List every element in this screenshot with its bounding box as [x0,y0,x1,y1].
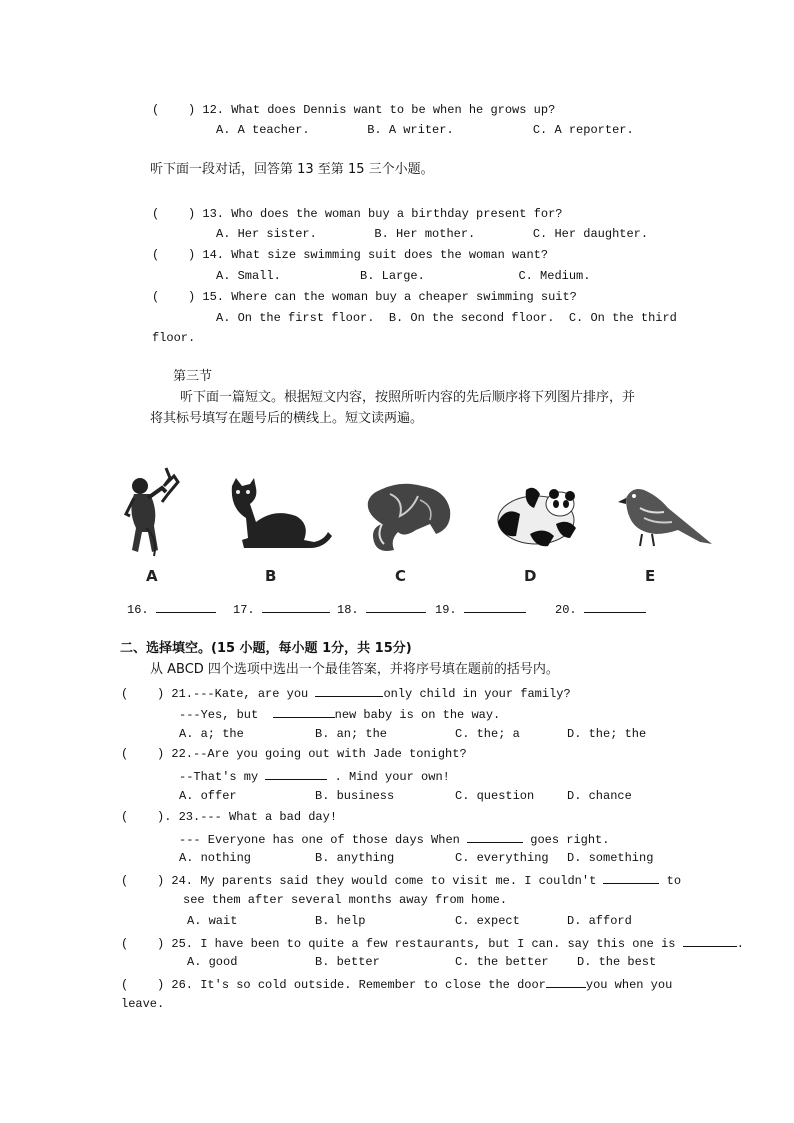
question-23-option-d: D. something [567,851,654,865]
question-22-text-b: . Mind your own! [327,770,450,784]
question-25-blank[interactable] [683,934,737,947]
question-14-options: A. Small. B. Large. C. Medium. [216,269,591,283]
question-26-blank[interactable] [546,975,586,988]
answer-blank[interactable] [464,600,526,613]
question-24-option-c: C. expect [455,914,520,928]
question-15-options-wrap: floor. [152,331,196,345]
answer-blank[interactable] [262,600,330,613]
answer-blank[interactable] [584,600,646,613]
question-22-text-a: --That's my [179,770,266,784]
answer-blank[interactable] [366,600,426,613]
question-12-options: A. A teacher. B. A writer. C. A reporter. [216,123,634,137]
picture-label-d: D [524,567,537,585]
question-24-text-b: to [659,874,682,888]
question-23-line1: ( ). 23.--- What a bad day! [121,810,338,824]
question-26-line2: leave. [121,997,165,1011]
question-15-options: A. On the first floor. B. On the second floor. C. On the third [216,311,677,325]
question-15-stem: ( ) 15. Where can the woman buy a cheaper swimming suit? [152,290,577,304]
question-23-option-b: B. anything [315,851,395,865]
question-21-line1 [121,684,571,702]
picture-label-e: E [645,567,656,585]
answer-number: 20. [555,603,577,617]
question-26-text-b: you when you [585,978,673,992]
picture-label-b: B [265,567,277,585]
answer-18 [337,600,426,617]
picture-label-a: A [146,567,158,585]
part-2-instruction: 从 ABCD 四个选项中选出一个最佳答案，并将序号填在题前的括号内。 [150,662,559,677]
answer-19 [435,600,526,617]
section-3-instruction-line2: 将其标号填写在题号后的横线上。短文读两遍。 [150,411,424,426]
question-25-option-c: C. the better [455,955,549,969]
question-26-line1 [121,975,672,993]
question-21-text-b: only child in your family? [383,687,571,701]
answer-number: 18. [337,603,359,617]
question-21-option-d: D. the; the [567,727,647,741]
dialogue-instruction: 听下面一段对话，回答第 13 至第 15 三个小题。 [150,162,434,177]
answer-number: 19. [435,603,457,617]
question-21-option-a: A. a; the [179,727,244,741]
question-23-text-b: goes right. [523,833,610,847]
question-24-option-a: A. wait [187,914,238,928]
question-21-blank-1[interactable] [315,684,383,697]
question-13-stem: ( ) 13. Who does the woman buy a birthday present for? [152,207,563,221]
answer-blank[interactable] [156,600,216,613]
question-25-text-b: . [736,937,744,951]
question-25-option-d: D. the best [577,955,657,969]
question-24-option-d: D. afford [567,914,632,928]
question-23-line2 [179,830,609,848]
question-21-option-b: B. an; the [315,727,388,741]
question-22-option-c: C. question [455,789,535,803]
question-22-option-d: D. chance [567,789,632,803]
picture-label-c: C [395,567,407,585]
question-12-stem: ( ) 12. What does Dennis want to be when he grows up? [152,103,556,117]
question-21-option-c: C. the; a [455,727,520,741]
question-22-option-b: B. business [315,789,395,803]
part-2-heading: 二、选择填空。(15 小题，每小题 1分，共 15分) [120,641,412,656]
question-24-option-b: B. help [315,914,366,928]
question-21-blank-2[interactable] [273,705,335,718]
elephant-icon [360,480,456,556]
question-21-text-a: ( ) 21.---Kate, are you [121,687,316,701]
answer-number: 17. [233,603,255,617]
question-22-line2 [179,767,450,785]
question-24-text-a: ( ) 24. My parents said they would come to visit me. I couldn't [121,874,604,888]
answer-number: 16. [127,603,149,617]
question-25-option-b: B. better [315,955,380,969]
question-25-option-a: A. good [187,955,238,969]
question-24-line2: see them after several months away from home. [183,893,508,907]
question-25-line1 [121,934,744,952]
question-13-options: A. Her sister. B. Her mother. C. Her daughter. [216,227,649,241]
question-26-text-a: ( ) 26. It's so cold outside. Remember to close the door [121,978,546,992]
section-3-heading: 第三节 [173,369,213,384]
question-22-line1: ( ) 22.--Are you going out with Jade tonight? [121,747,467,761]
panda-icon [490,484,586,550]
monkey-icon [118,466,188,561]
answer-20 [555,600,646,617]
question-21-text-d: new baby is on the way. [334,708,501,722]
answer-17 [233,600,330,617]
answer-16 [127,600,216,617]
question-14-stem: ( ) 14. What size swimming suit does the woman want? [152,248,549,262]
bird-icon [616,482,716,548]
question-23-text-a: --- Everyone has one of those days When [179,833,468,847]
question-21-line2 [179,705,500,723]
question-23-option-c: C. everything [455,851,549,865]
cat-icon [224,478,334,550]
question-23-blank[interactable] [467,830,523,843]
question-24-line1 [121,871,681,889]
question-24-blank[interactable] [603,871,659,884]
question-22-option-a: A. offer [179,789,237,803]
question-23-option-a: A. nothing [179,851,252,865]
question-21-text-c: ---Yes, but [179,708,273,722]
question-25-text-a: ( ) 25. I have been to quite a few restaurants, but I can. say this one is [121,937,683,951]
section-3-instruction-line1: 听下面一篇短文。根据短文内容，按照所听内容的先后顺序将下列图片排序，并 [180,390,636,405]
question-22-blank[interactable] [265,767,327,780]
